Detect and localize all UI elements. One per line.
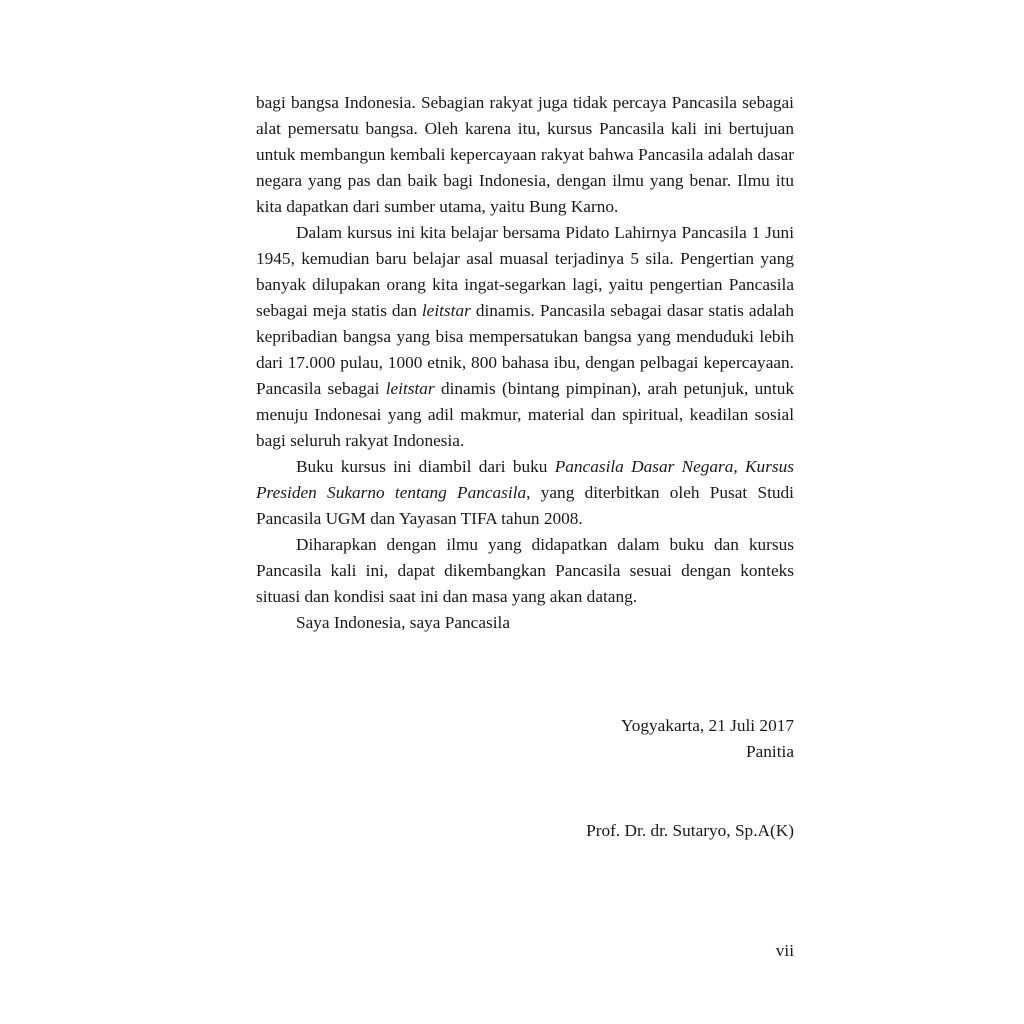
paragraph-5-run-1: Saya Indonesia, saya Pancasila [296,613,511,632]
signatory-name: Prof. Dr. dr. Sutaryo, Sp.A(K) [586,821,794,840]
paragraph-2-run-5: dinamis (bintang pimpinan), arah petunjuk, untuk menuju Indonesai yang adil makmur, material dan spiritual, keadilan sosial bagi seluruh rakyat Indonesia. [256,379,794,450]
paragraph-2-italic-leitstar-1: leitstar [421,301,471,320]
page-number: vii [775,941,794,960]
paragraph-2-run-3: dinamis. Pancasila sebagai dasar statis adalah kepribadian bangsa yang bisa mempersatukan bangsa yang menduduki lebih dari 17.000 pulau, 1000 etnik, 800 bahasa ibu, dengan pelbagai kepercayaan. Pancasila sebagai [256,301,794,398]
paragraph-2 [256,220,794,454]
paragraph-1-run-1: bagi bangsa Indonesia. Sebagian rakyat juga tidak percaya Pancasila sebagai alat pemersatu bangsa. Oleh karena itu, kursus Pancasila kali ini bertujuan untuk membangun kembali kepercayaan rakyat bahwa Pancasila adalah dasar negara yang pas dan baik bagi Indonesia, dengan ilmu yang benar. Ilmu itu kita dapatkan dari sumber utama, yaitu Bung Karno. [256,93,794,216]
committee-name: Panitia [746,742,794,761]
paragraph-3-italic-book-title: Pancasila Dasar Negara, Kursus Presiden Sukarno tentang Pancasila [256,457,795,502]
paragraph-3-run-1: Buku kursus ini diambil dari buku [296,457,555,476]
paragraph-2-italic-leitstar-2: leitstar [385,379,435,398]
paragraph-5 [256,610,794,636]
paragraph-3 [256,454,794,532]
paragraph-4 [256,532,794,610]
paragraph-2-run-1: Dalam kursus ini kita belajar bersama Pidato Lahirnya Pancasila 1 Juni 1945, kemudian baru belajar asal muasal terjadinya 5 sila. Pengertian yang banyak dilupakan orang kita ingat-segarkan lagi, yaitu pengertian Pancasila sebagai meja statis dan [256,223,794,320]
body-text [256,90,794,636]
paragraph-1 [256,90,794,220]
place-date: Yogyakarta, 21 Juli 2017 [621,716,794,735]
paragraph-4-run-1: Diharapkan dengan ilmu yang didapatkan dalam buku dan kursus Pancasila kali ini, dapat dikembangkan Pancasila sesuai dengan konteks situasi dan kondisi saat ini dan masa yang akan datang. [256,535,794,606]
paragraph-3-run-3: , yang diterbitkan oleh Pusat Studi Pancasila UGM dan Yayasan TIFA tahun 2008. [256,483,794,528]
